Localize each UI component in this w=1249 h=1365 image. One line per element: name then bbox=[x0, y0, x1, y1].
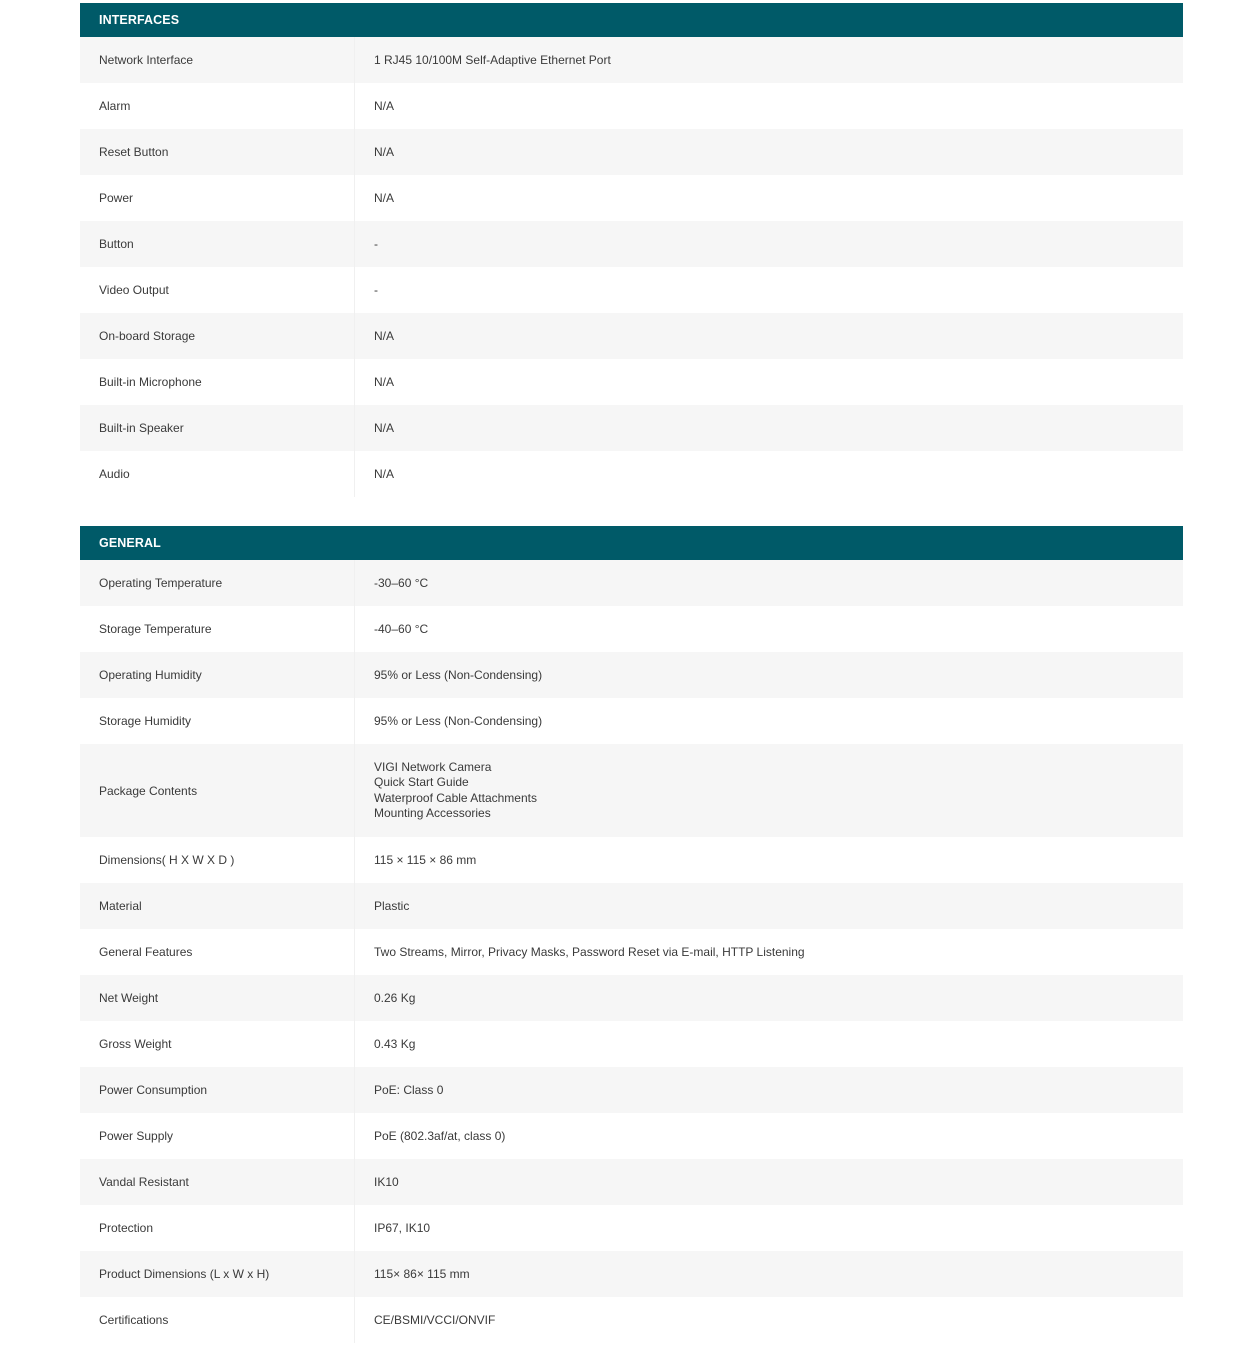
package-item: Waterproof Cable Attachments bbox=[374, 790, 537, 805]
spec-value: -30–60 °C bbox=[355, 560, 1183, 606]
spec-value-list bbox=[355, 744, 1183, 837]
spec-value: Two Streams, Mirror, Privacy Masks, Password Reset via E-mail, HTTP Listening bbox=[355, 929, 1183, 975]
spec-row-dimensions bbox=[80, 837, 1183, 883]
spec-label: Built-in Speaker bbox=[80, 405, 355, 451]
package-item: VIGI Network Camera bbox=[374, 759, 492, 774]
interfaces-section-header: INTERFACES bbox=[80, 3, 1183, 37]
spec-label: Operating Temperature bbox=[80, 560, 355, 606]
spec-value: IK10 bbox=[355, 1159, 1183, 1205]
spec-label: Reset Button bbox=[80, 129, 355, 175]
package-item: Mounting Accessories bbox=[374, 806, 491, 820]
spec-value: - bbox=[355, 267, 1183, 313]
spec-row-general-features bbox=[80, 929, 1183, 975]
spec-value: 1 RJ45 10/100M Self-Adaptive Ethernet Port bbox=[355, 37, 1183, 83]
spec-label: Package Contents bbox=[80, 744, 355, 837]
spec-label: General Features bbox=[80, 929, 355, 975]
spec-value: IP67, IK10 bbox=[355, 1205, 1183, 1251]
spec-label: Protection bbox=[80, 1205, 355, 1251]
spec-label: Button bbox=[80, 221, 355, 267]
spec-value: N/A bbox=[355, 313, 1183, 359]
spec-row-button bbox=[80, 221, 1183, 267]
spec-label: Dimensions( H X W X D ) bbox=[80, 837, 355, 883]
spec-row-storage-humidity bbox=[80, 698, 1183, 744]
spec-label: Video Output bbox=[80, 267, 355, 313]
spec-row-product-dimensions bbox=[80, 1251, 1183, 1297]
spec-value: -40–60 °C bbox=[355, 606, 1183, 652]
spec-label: Power Consumption bbox=[80, 1067, 355, 1113]
spec-label: Net Weight bbox=[80, 975, 355, 1021]
spec-value: 115× 86× 115 mm bbox=[355, 1251, 1183, 1297]
spec-value: N/A bbox=[355, 405, 1183, 451]
spec-row-audio bbox=[80, 451, 1183, 497]
spec-value: 0.43 Kg bbox=[355, 1021, 1183, 1067]
spec-value: 95% or Less (Non-Condensing) bbox=[355, 652, 1183, 698]
spec-row-protection bbox=[80, 1205, 1183, 1251]
spec-value: - bbox=[355, 221, 1183, 267]
spec-row-network-interface bbox=[80, 37, 1183, 83]
spec-value: N/A bbox=[355, 451, 1183, 497]
spec-label: Power bbox=[80, 175, 355, 221]
spec-value: N/A bbox=[355, 175, 1183, 221]
general-spec-table bbox=[80, 560, 1183, 1343]
spec-value: N/A bbox=[355, 129, 1183, 175]
spec-row-power-supply bbox=[80, 1113, 1183, 1159]
spec-label: Storage Temperature bbox=[80, 606, 355, 652]
spec-row-operating-humidity bbox=[80, 652, 1183, 698]
spec-value: PoE: Class 0 bbox=[355, 1067, 1183, 1113]
general-section bbox=[80, 526, 1183, 1343]
spec-row-onboard-storage bbox=[80, 313, 1183, 359]
spec-value: 0.26 Kg bbox=[355, 975, 1183, 1021]
spec-row-gross-weight bbox=[80, 1021, 1183, 1067]
spec-value: N/A bbox=[355, 359, 1183, 405]
spec-row-net-weight bbox=[80, 975, 1183, 1021]
spec-row-material bbox=[80, 883, 1183, 929]
spec-label: Built-in Microphone bbox=[80, 359, 355, 405]
spec-label: Material bbox=[80, 883, 355, 929]
spec-row-alarm bbox=[80, 83, 1183, 129]
spec-value: CE/BSMI/VCCI/ONVIF bbox=[355, 1297, 1183, 1343]
spec-row-package-contents bbox=[80, 744, 1183, 837]
spec-value: 95% or Less (Non-Condensing) bbox=[355, 698, 1183, 744]
spec-label: Storage Humidity bbox=[80, 698, 355, 744]
spec-value: 115 × 115 × 86 mm bbox=[355, 837, 1183, 883]
spec-label: On-board Storage bbox=[80, 313, 355, 359]
spec-label: Gross Weight bbox=[80, 1021, 355, 1067]
spec-label: Power Supply bbox=[80, 1113, 355, 1159]
interfaces-spec-table bbox=[80, 37, 1183, 497]
spec-row-built-in-microphone bbox=[80, 359, 1183, 405]
spec-value: N/A bbox=[355, 83, 1183, 129]
spec-value: PoE (802.3af/at, class 0) bbox=[355, 1113, 1183, 1159]
spec-label: Alarm bbox=[80, 83, 355, 129]
spec-row-storage-temperature bbox=[80, 606, 1183, 652]
spec-row-certifications bbox=[80, 1297, 1183, 1343]
spec-value: Plastic bbox=[355, 883, 1183, 929]
spec-row-built-in-speaker bbox=[80, 405, 1183, 451]
spec-row-power bbox=[80, 175, 1183, 221]
spec-row-video-output bbox=[80, 267, 1183, 313]
interfaces-section bbox=[80, 3, 1183, 497]
spec-row-reset-button bbox=[80, 129, 1183, 175]
spec-row-operating-temperature bbox=[80, 560, 1183, 606]
spec-label: Operating Humidity bbox=[80, 652, 355, 698]
spec-label: Product Dimensions (L x W x H) bbox=[80, 1251, 355, 1297]
package-item: Quick Start Guide bbox=[374, 775, 469, 789]
spec-label: Network Interface bbox=[80, 37, 355, 83]
spec-row-power-consumption bbox=[80, 1067, 1183, 1113]
general-section-header: GENERAL bbox=[80, 526, 1183, 560]
spec-label: Audio bbox=[80, 451, 355, 497]
spec-label: Vandal Resistant bbox=[80, 1159, 355, 1205]
spec-row-vandal-resistant bbox=[80, 1159, 1183, 1205]
spec-label: Certifications bbox=[80, 1297, 355, 1343]
